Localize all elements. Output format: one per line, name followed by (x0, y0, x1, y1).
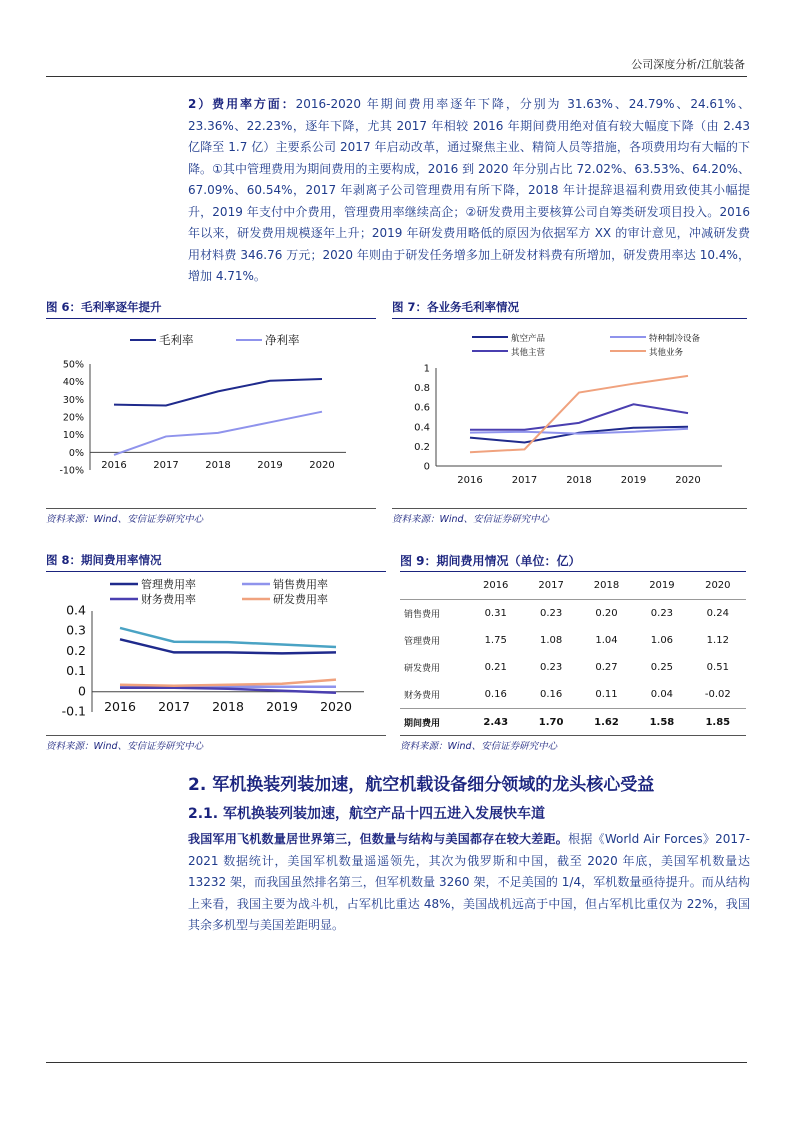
y-tick-label: -0.1 (61, 703, 86, 719)
y-tick-label: -10% (59, 465, 84, 477)
row-label: 管理费用 (404, 637, 441, 647)
legend-label: 研发费用率 (273, 593, 328, 606)
y-tick-label: 0.8 (414, 383, 430, 395)
fig6-source: 资料来源：Wind、安信证券研究中心 (46, 514, 204, 525)
section-heading: 2. 军机换装列装加速，航空机载设备细分领域的龙头核心受益 (188, 775, 655, 795)
table-cell: 0.04 (650, 689, 674, 700)
y-tick-label: 1 (423, 363, 430, 375)
legend-label: 其他业务 (649, 348, 684, 358)
x-tick-label: 2017 (153, 460, 179, 471)
footer-rule (46, 1062, 747, 1063)
table-header-cell: 2016 (468, 572, 523, 600)
table-cell: 0.31 (484, 608, 507, 619)
table-cell: 1.62 (579, 709, 634, 737)
table-cell: 0.23 (650, 608, 674, 619)
x-tick-label: 2020 (309, 460, 335, 471)
legend-label: 其他主营 (511, 348, 546, 358)
x-tick-label: 2019 (257, 460, 283, 471)
y-tick-label: 0.2 (414, 441, 430, 453)
x-tick-label: 2016 (104, 699, 136, 714)
x-tick-label: 2020 (675, 475, 701, 486)
table-cell: 0.25 (650, 662, 674, 673)
fig7-source: 资料来源：Wind、安信证券研究中心 (392, 514, 550, 525)
y-tick-label: 0 (423, 461, 430, 473)
y-tick-label: 0% (68, 447, 84, 459)
fig8-chart (46, 574, 386, 734)
paragraph-lead: 我国军用飞机数量居世界第三，但数量与结构与美国都存在较大差距。 (188, 832, 569, 846)
y-tick-label: 0.4 (66, 602, 86, 618)
table-header-row (400, 572, 746, 600)
series-line-1 (114, 379, 322, 406)
table-header-cell: 2019 (634, 572, 689, 600)
fig9-source: 资料来源：Wind、安信证券研究中心 (400, 741, 558, 752)
table-cell: 1.12 (706, 635, 729, 646)
table-total-row (400, 709, 746, 737)
fig7-bottom-rule (392, 508, 747, 509)
expense-ratio-paragraph (188, 94, 750, 288)
table-cell: 0.11 (595, 689, 618, 700)
fig8-top-rule (46, 571, 386, 572)
table-cell: 1.04 (595, 635, 618, 646)
fig7-title: 图 7：各业务毛利率情况 (392, 300, 520, 314)
series-line-3 (470, 404, 688, 429)
table-cell: 1.75 (484, 635, 507, 646)
legend-label: 毛利率 (159, 333, 194, 347)
y-tick-label: 50% (62, 359, 84, 371)
table-header-cell: 2020 (690, 572, 746, 600)
fig7-chart (392, 322, 747, 507)
fig8-bottom-rule (46, 735, 386, 736)
y-tick-label: 20% (62, 412, 84, 424)
paragraph-text: 根据《World Air Forces》2017-2021 数据统计，美国军机数量遥遥领先，其次为俄罗斯和中国，截至 2020 年底，美国军机数量达 13232 架，而我国虽然排名第三，但军机数量 3260 架，不足美国的 1/4，军机数量亟待提升。而从结构上来看，我国主要为战斗机，占军机比重达 48%，美国战机远高于中国，但占军机比重仅为 22%，我国其余多机型与美国差距明显。 (188, 832, 750, 932)
series-line-5 (120, 628, 336, 647)
y-tick-label: 30% (62, 394, 84, 406)
y-tick-label: 0.4 (414, 422, 430, 434)
x-tick-label: 2019 (266, 699, 298, 714)
table-cell: 1.70 (523, 709, 578, 737)
paragraph-text: 2016-2020 年期间费用率逐年下降，分别为 31.63%、24.79%、24.61%、23.36%、22.23%，逐年下降，尤其 2017 年相较 2016 年期间费用绝对值有较大幅度下降（由 2.43 亿降至 1.7 亿）主要系公司 2017 年启动改革，通过聚焦主业、精简人员等措施，各项费用均有大幅的下降。①其中管理费用为期间费用的主要构成，2016 到 2020 年分别占比 72.02%、63.53%、64.20%、67.09%、60.54%，2017 年剥离子公司管理费用有所下降，2018 年计提辞退福利费用致使其小幅提升，2019 年支付中介费用，管理费用率继续高企；②研发费用主要核算公司自筹类研发项目投入。2016 年以来，研发费用规模逐年上升；2019 年研发费用略低的原因为依据军方 XX 的审计意见，冲减研发费用材料费 346.76 万元；2020 年则由于研发任务增多加上研发材料费有所增加，研发费用率达 10.4%，增加 4.71%。 (188, 97, 750, 283)
fig8-title: 图 8：期间费用率情况 (46, 553, 162, 567)
table-cell: 1.06 (650, 635, 674, 646)
legend-label: 航空产品 (511, 334, 546, 344)
table-cell: 0.24 (706, 608, 729, 619)
table-cell: 0.23 (539, 608, 563, 619)
x-tick-label: 2016 (457, 475, 483, 486)
y-tick-label: 0.1 (66, 663, 86, 679)
legend-label: 销售费用率 (273, 578, 328, 591)
y-tick-label: 10% (62, 430, 84, 442)
fig6-bottom-rule (46, 508, 376, 509)
table-cell: 0.51 (706, 662, 729, 673)
y-tick-label: 0.3 (66, 622, 86, 638)
table-header-cell: 2017 (523, 572, 578, 600)
fig8-source: 资料来源：Wind、安信证券研究中心 (46, 741, 204, 752)
x-tick-label: 2017 (511, 475, 538, 486)
series-line-2 (114, 412, 322, 455)
header-title: 公司深度分析/江航装备 (631, 58, 745, 71)
x-tick-label: 2016 (101, 460, 127, 471)
row-label: 期间费用 (400, 709, 468, 737)
table-cell: 0.16 (484, 689, 507, 700)
x-tick-label: 2020 (320, 699, 352, 714)
table-header-cell: 2018 (579, 572, 634, 600)
military-aircraft-paragraph (188, 829, 750, 937)
table-cell: 0.27 (595, 662, 618, 673)
y-tick-label: 0.6 (414, 402, 430, 414)
table-cell: 0.23 (539, 662, 563, 673)
fig6-top-rule (46, 318, 376, 319)
legend-label: 管理费用率 (141, 578, 196, 591)
table-cell: -0.02 (704, 689, 731, 700)
fig7-top-rule (392, 318, 747, 319)
y-tick-label: 0.2 (66, 642, 86, 658)
legend-label: 特种制冷设备 (649, 334, 701, 344)
table-cell: 1.58 (634, 709, 689, 737)
table-row (400, 627, 746, 654)
series-line-4 (120, 680, 336, 686)
subsection-heading: 2.1. 军机换装列装加速，航空产品十四五进入发展快车道 (188, 806, 545, 822)
fig6-title: 图 6：毛利率逐年提升 (46, 300, 162, 314)
fig9-table (400, 572, 746, 736)
x-tick-label: 2018 (205, 460, 231, 471)
x-tick-label: 2018 (566, 475, 592, 486)
x-tick-label: 2019 (620, 475, 647, 486)
y-tick-label: 40% (62, 377, 84, 389)
legend-label: 净利率 (265, 333, 300, 347)
row-label: 财务费用 (404, 691, 441, 701)
table-cell: 0.16 (539, 689, 563, 700)
table-row (400, 681, 746, 709)
fig9-title: 图 9：期间费用情况（单位：亿） (400, 554, 581, 568)
table-header-cell (400, 572, 468, 600)
row-label: 销售费用 (404, 610, 441, 620)
table-cell: 1.85 (690, 709, 746, 737)
table-row (400, 654, 746, 681)
fig6-chart (46, 322, 376, 507)
table-cell: 2.43 (468, 709, 523, 737)
paragraph-lead: 2）费用率方面： (188, 97, 296, 111)
table-cell: 0.21 (484, 662, 507, 673)
table-cell: 1.08 (539, 635, 563, 646)
x-tick-label: 2018 (212, 699, 244, 714)
y-tick-label: 0 (78, 683, 86, 699)
table-cell: 0.20 (595, 608, 618, 619)
legend-label: 财务费用率 (141, 593, 196, 606)
table-row (400, 600, 746, 628)
header-rule (46, 76, 747, 77)
x-tick-label: 2017 (158, 699, 190, 714)
row-label: 研发费用 (404, 664, 441, 674)
fig9-bottom-rule (400, 735, 746, 736)
